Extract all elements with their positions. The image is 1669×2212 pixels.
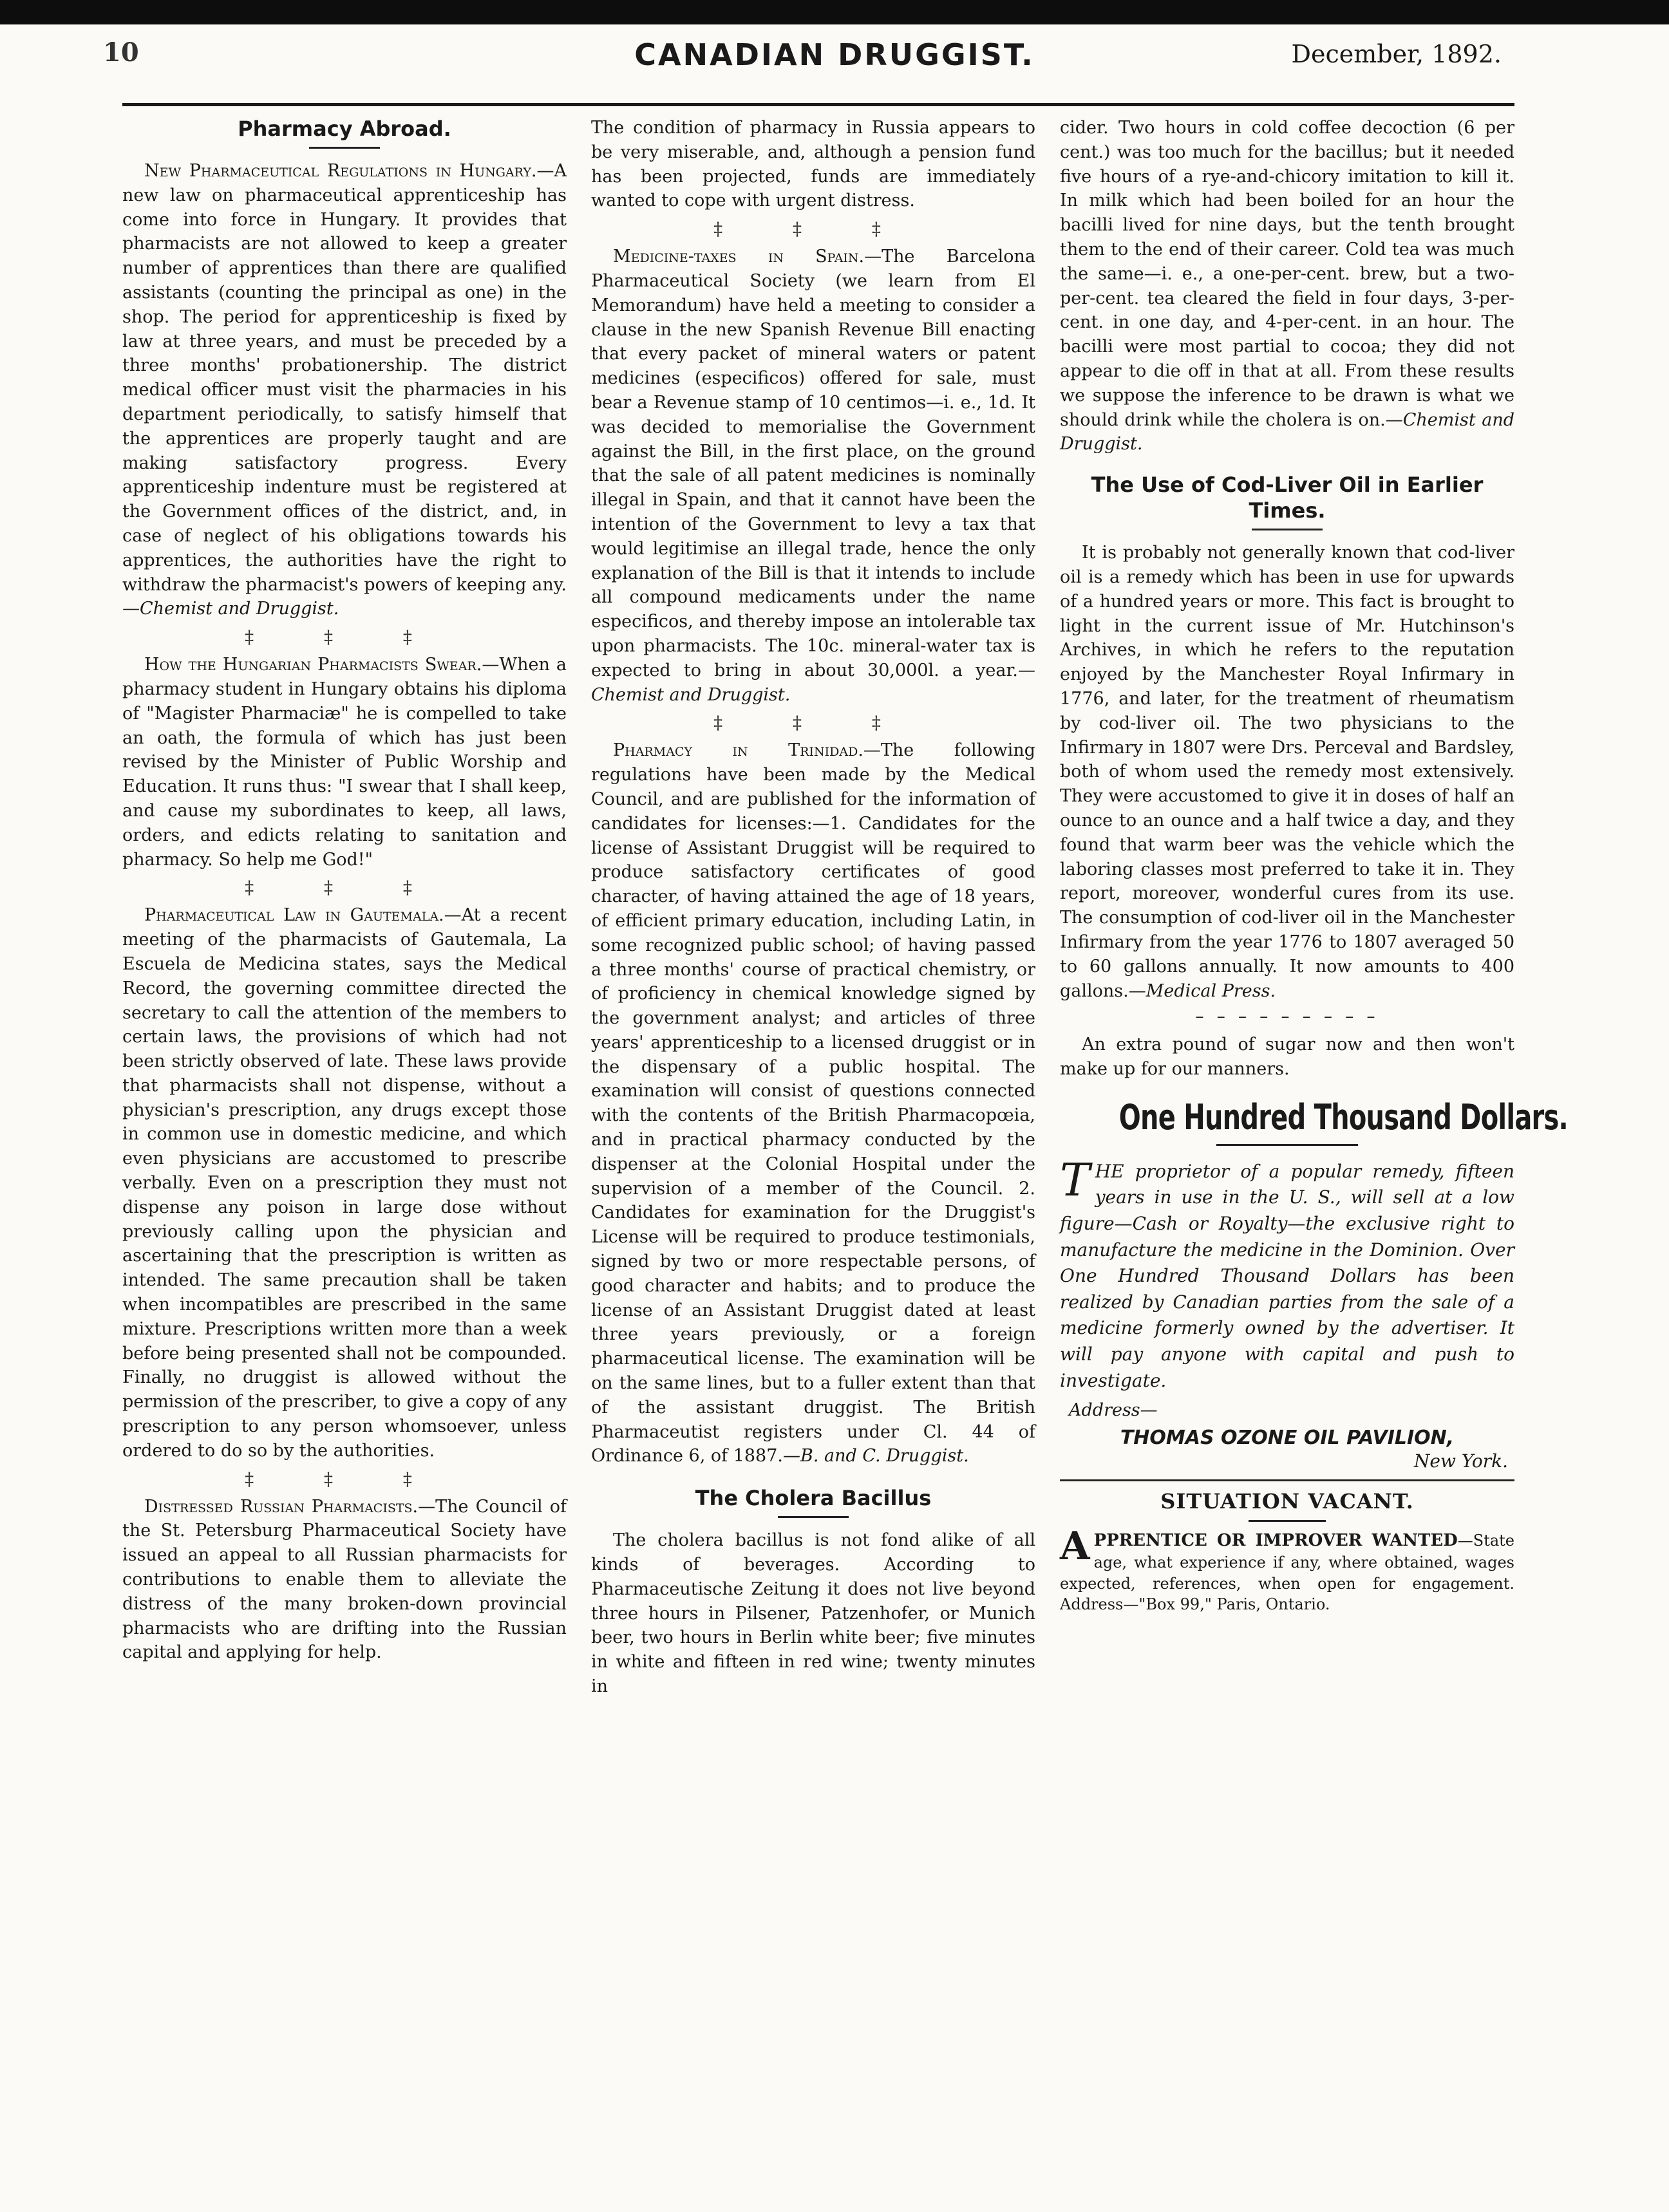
section-title-cod-liver-oil: The Use of Cod-Liver Oil in Earlier Times. [1091, 473, 1484, 523]
article-citation: —B. and C. Druggist. [783, 1446, 969, 1467]
article-lead: Distressed Russian Pharmacists. [144, 1496, 419, 1517]
page-header [0, 37, 1669, 82]
article-cod-liver-oil [1060, 541, 1514, 1003]
article-gautemala-law [122, 903, 567, 1463]
article-text: —When a pharmacy student in Hungary obtains his diploma of "Magister Pharmaciæ" he is compelled to take an oath, the formula of which has just been revised by the Minister of Public Worship and Education. It runs thus: "I swear that I shall keep, and cause my subordinates to keep, all laws, orders, and edicts relating to sanitation and pharmacy. So help me God!" [122, 655, 567, 870]
ad-text: HE proprietor of a popular remedy, fifteen years in use in the U. S., will sell at a low figure—Cash or Royalty—the exclusive right to manufacture the medicine in the Dominion. Over One Hundred Thousand Dollars has been realized by Canadian parties from the sale of a medicine formerly owned by the advertiser. It will pay anyone with capital and push to investigate. [1060, 1160, 1514, 1391]
ad-address-city: New York. [1413, 1450, 1508, 1472]
vacancy-dropcap: A [1060, 1524, 1090, 1570]
vacancy-body [1060, 1524, 1514, 1615]
article-hungary-regulations [122, 159, 567, 621]
article-lead: Medicine-taxes in Spain. [613, 247, 865, 267]
article-citation: —Chemist and Druggist. [1060, 409, 1515, 455]
vacancy-text: —State age, what experience if any, where obtained, wages expected, references, when open for engagement. Address—"Box 99," Paris, Ontario. [1060, 1532, 1514, 1614]
section-separator: ‡ ‡ ‡ [245, 626, 444, 648]
article-lead: New Pharmaceutical Regulations in Hungary. [144, 161, 537, 181]
column-1 [122, 116, 567, 2176]
ad-address-label: Address— [1069, 1400, 1158, 1421]
ad-rule [1216, 1144, 1358, 1146]
header-rule [122, 103, 1514, 106]
article-hungary-oath [122, 653, 567, 872]
ad-bottom-rule [1060, 1479, 1514, 1481]
page-number: 10 [103, 37, 139, 68]
article-text: —The Council of the St. Petersburg Pharmaceutical Society have issued an appeal to all Russian pharmacists for contributions to enable them to alleviate the distress of the many broken-down provincial pharmacists who are drifting into the Russian capital and applying for help. [122, 1496, 567, 1663]
article-citation: —Medical Press. [1128, 980, 1276, 1001]
vacancy-rule [1249, 1520, 1326, 1522]
dash-separator: – – – – – – – – – [1195, 1007, 1379, 1027]
ad-body [1060, 1153, 1514, 1394]
article-spain-taxes [591, 245, 1035, 707]
article-text: The condition of pharmacy in Russia appears to be very miserable, and, although a pension fund has been projected, funds are immediately wanted to cope with urgent distress. [591, 118, 1035, 211]
article-cholera-continued [1060, 116, 1514, 456]
article-text: The cholera bacillus is not fond alike of all kinds of beverages. According to Pharmaceutische Zeitung it does not live beyond three hours in Pilsener, Patzenhofer, or Munich beer, two hours in Berlin white beer; five minutes in white and fifteen in red wine; twenty minutes in [591, 1530, 1035, 1697]
article-russia-continued [591, 116, 1035, 213]
section-separator: ‡ ‡ ‡ [245, 877, 444, 899]
section-title-pharmacy-abroad: Pharmacy Abroad. [238, 117, 451, 141]
journal-title: CANADIAN DRUGGIST. [634, 37, 1035, 72]
article-lead: How the Hungarian Pharmacists Swear. [144, 655, 482, 675]
article-lead: Pharmacy in Trinidad. [613, 740, 863, 761]
section-separator: ‡ ‡ ‡ [713, 218, 913, 240]
section-separator: ‡ ‡ ‡ [713, 712, 913, 734]
article-citation: —Chemist and Druggist. [591, 660, 1035, 705]
article-text: cider. Two hours in cold coffee decoction (6 per cent.) was too much for the bacillus; but it needed five hours of a rye-and-chicory imitation to kill it. In milk which had been boiled for an hour the bacilli lived for nine days, but the tenth brought them to the end of their career. Cold tea was much the same—i. e., a one-per-cent. brew, but a two-per-cent. tea cleared the field in four days, 3-per-cent. in one day, and 4-per-cent. in an hour. The bacilli were most partial to cocoa; they did not appear to die off in that at all. From these results we suppose the inference to be drawn is what we should drink while the cholera is on. [1060, 118, 1514, 430]
vacancy-title: SITUATION VACANT. [1160, 1489, 1414, 1514]
column-2 [591, 116, 1035, 2176]
top-border [0, 0, 1669, 24]
title-rule [778, 1516, 849, 1518]
article-lead: Pharmaceutical Law in Gautemala. [144, 905, 444, 926]
article-text: —The following regulations have been made by the Medical Council, and are published for the information of candidates for licenses:—1. Candidates for the license of Assistant Druggist will be required to produce satisfactory certificates of good character, of having attained the age of 18 years, of efficient primary education, including Latin, in some recognized public school; of having passed a three months' course of practical chemistry, or of proficiency in chemical knowledge signed by the government analyst; and articles of three years' apprenticeship to a licensed druggist or in the dispensary of a public hospital. The examination will consist of questions connected with the contents of the British Pharmacopœia, and in practical pharmacy conducted by the dispenser at the Colonial Hospital under the supervision of a member of the Council. 2. Candidates for examination for the Druggist's License will be required to produce testimonials, signed by two or more respectable persons, of good character and habits; and to produce the license of an Assistant Druggist dated at least three years previously, or a foreign pharmaceutical license. The examination will be on the same lines, but to a fuller extent than that of the assistant druggist. The British Pharmaceutist registers under Cl. 44 of Ordinance 6, of 1887. [591, 740, 1035, 1467]
ad-address-name: THOMAS OZONE OIL PAVILION, [1120, 1427, 1455, 1450]
title-rule [309, 147, 380, 149]
article-text: —A new law on pharmaceutical apprenticeship has come into force in Hungary. It provides that pharmacists are not allowed to keep a greater number of apprentices than there are qualified assistants (counting the principal as one) in the shop. The period for apprenticeship is fixed by law at three years, and must be preceded by a three months' probationership. The district medical officer must visit the pharmacies in his department periodically, to satisfy himself that the apprentices are properly taught and are making satisfactory progress. Every apprenticeship indenture must be registered at the Government offices of the district, and, in case of neglect of his obligations towards his apprentices, the authorities have the right to withdraw the pharmacist's powers of keeping any. [122, 161, 567, 595]
ad-headline: One Hundred Thousand Dollars. [1118, 1096, 1568, 1138]
article-text: It is probably not generally known that cod-liver oil is a remedy which has been in use for upwards of a hundred years or more. This fact is brought to light in the current issue of Mr. Hutchinson's Archives, in which he refers to the reputation enjoyed by the Manchester Royal Infirmary in 1776, and later, for the treatment of rheumatism by cod-liver oil. The two physicians to the Infirmary in 1807 were Drs. Perceval and Bardsley, both of whom used the remedy most extensively. They were accustomed to give it in doses of half an ounce to an ounce and a half twice a day, and they found that warm beer was the vehicle which the laboring classes most preferred to take it in. They report, moreover, wonderful cures from its use. The consumption of cod-liver oil in the Manchester Infirmary from the year 1776 to 1807 averaged 50 to 60 gallons annually. It now amounts to 400 gallons. [1060, 543, 1514, 1001]
section-separator: ‡ ‡ ‡ [245, 1468, 444, 1490]
article-text: An extra pound of sugar now and then won't make up for our manners. [1060, 1035, 1514, 1080]
article-trinidad [591, 738, 1035, 1468]
section-title-cholera: The Cholera Bacillus [695, 1486, 932, 1511]
ad-dropcap: T [1060, 1153, 1090, 1206]
article-cholera [591, 1528, 1035, 1699]
article-russian-pharmacists [122, 1495, 567, 1665]
vacancy-lead: PPRENTICE OR IMPROVER WANTED [1093, 1531, 1458, 1551]
article-citation: —Chemist and Druggist. [122, 599, 339, 619]
issue-date: December, 1892. [1291, 40, 1502, 68]
title-rule [1252, 529, 1323, 530]
column-3 [1060, 116, 1568, 2176]
article-text: —The Barcelona Pharmaceutical Society (we learn from El Memorandum) have held a meeting to consider a clause in the new Spanish Revenue Bill enacting that every packet of mineral waters or patent medicines (especificos) offered for sale, must bear a Revenue stamp of 10 centimos—i. e., 1d. It was decided to memorialise the Government against the Bill, in the first place, on the ground that the sale of all patent medicines is nominally illegal in Spain, and that it cannot have been the intention of the Government to levy a tax that would legitimise an illegal trade, hence the only explanation of the Bill is that it intends to include all compound medicaments under the name especificos, and thereby impose an intolerable tax upon pharmacists. The 10c. mineral-water tax is expected to bring in about 30,000l. a year. [591, 247, 1036, 680]
filler-manners [1060, 1033, 1514, 1082]
article-text: —At a recent meeting of the pharmacists of Gautemala, La Escuela de Medicina states, says the Medical Record, the governing committee directed the secretary to call the attention of the members to certain laws, the provisions of which had not been strictly observed of late. These laws provide that pharmacists shall not dispense, without a physician's prescription, any drugs except those in common use in domestic medicine, and which even physicians are accustomed to prescribe verbally. Even on a prescription they must not dispense any poison in large dose without previously calling upon the physician and ascertaining that the prescription is written as intended. The same precaution shall be taken when incompatibles are prescribed in the same mixture. Prescriptions written more than a week before being presented shall not be compounded. Finally, no druggist is allowed without the permission of the prescriber, to give a copy of any prescription to any person whomsoever, unless ordered to do so by the authorities. [122, 905, 567, 1461]
